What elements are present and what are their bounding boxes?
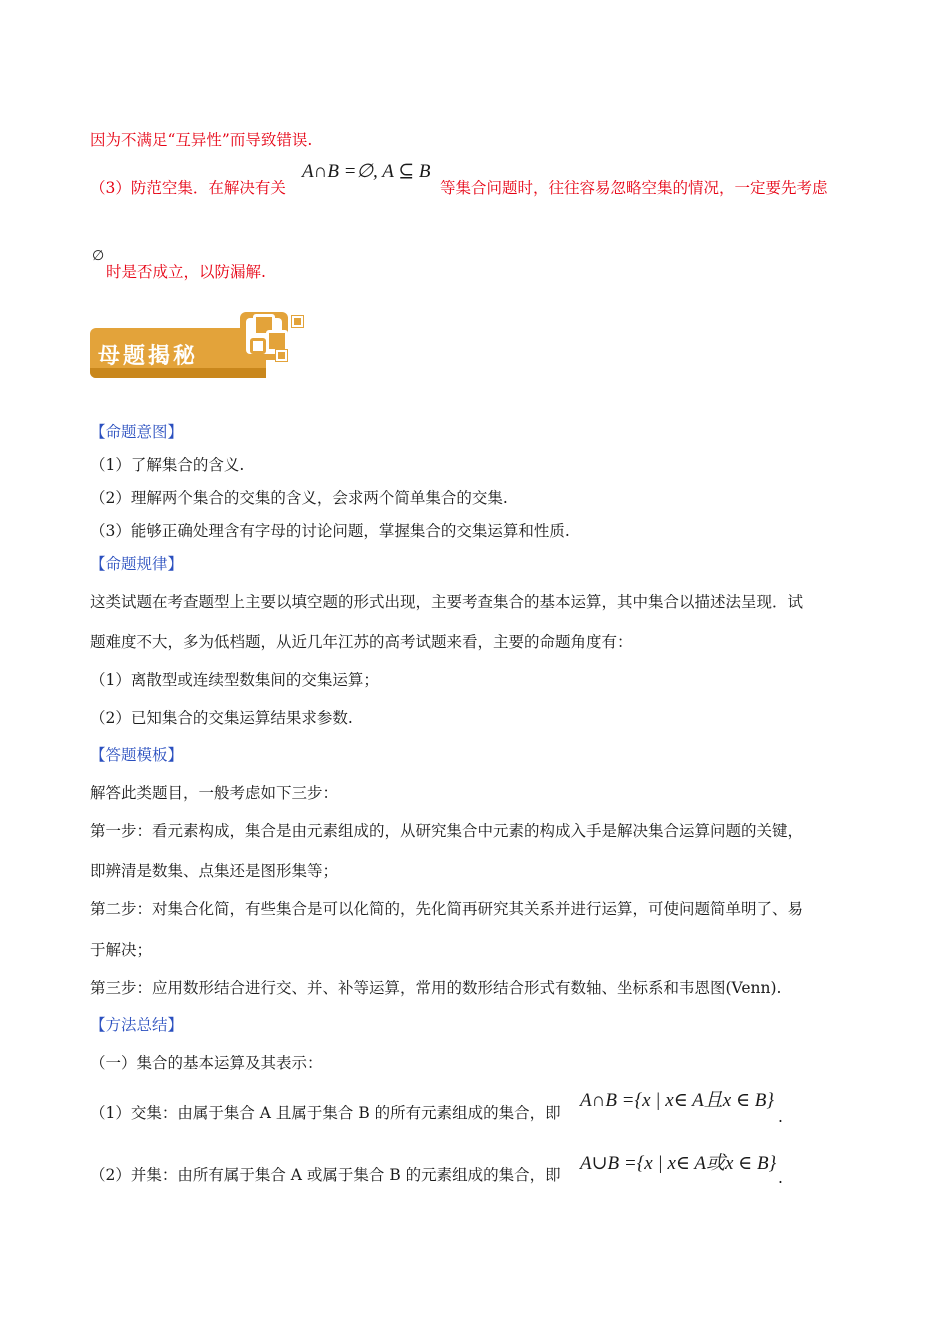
intent-item-3: （3）能够正确处理含有字母的讨论问题，掌握集合的交集运算和性质.	[90, 522, 570, 540]
summary-intersection-end: .	[778, 1108, 783, 1126]
summary-intro: （一）集合的基本运算及其表示：	[90, 1054, 323, 1072]
note-mutual-distinctness: 因为不满足“互异性”而导致错误.	[90, 131, 313, 149]
banner-title: 母题揭秘	[98, 344, 199, 369]
heading-summary: 【方法总结】	[90, 1016, 184, 1034]
template-step1-line2: 即辨清是数集、点集还是图形集等；	[90, 862, 339, 880]
note-item3-end: 时是否成立，以防漏解.	[106, 263, 266, 281]
summary-union-text: （2）并集：由所有属于集合 A 或属于集合 B 的元素组成的集合，即	[90, 1166, 561, 1184]
section-banner	[90, 312, 310, 382]
intent-item-1: （1）了解集合的含义.	[90, 456, 245, 474]
formula-union: A∪B ={x | x∈ A或x ∈ B}	[580, 1153, 777, 1174]
template-step2-line2: 于解决；	[90, 941, 153, 959]
rule-para-line2: 题难度不大，多为低档题，从近几年江苏的高考试题来看，主要的命题角度有：	[90, 633, 633, 651]
rule-item-2: （2）已知集合的交集运算结果求参数.	[90, 709, 353, 727]
empty-set-symbol: ∅	[92, 249, 105, 264]
heading-rule: 【命题规律】	[90, 555, 184, 573]
rule-item-1: （1）离散型或连续型数集间的交集运算；	[90, 671, 379, 689]
heading-template: 【答题模板】	[90, 746, 184, 764]
template-step3: 第三步：应用数形结合进行交、并、补等运算，常用的数形结合形式有数轴、坐标系和韦恩图(Venn).	[90, 979, 782, 997]
template-step1-line1: 第一步：看元素构成，集合是由元素组成的，从研究集合中元素的构成入手是解决集合运算问题的关键，	[90, 822, 804, 840]
summary-intersection-text: （1）交集：由属于集合 A 且属于集合 B 的所有元素组成的集合，即	[90, 1104, 561, 1122]
rule-para-line1: 这类试题在考查题型上主要以填空题的形式出现，主要考查集合的基本运算，其中集合以描述法呈现．试	[90, 593, 804, 611]
template-intro: 解答此类题目，一般考虑如下三步：	[90, 784, 339, 802]
note-item3-suffix: 等集合问题时，往往容易忽略空集的情况，一定要先考虑	[440, 179, 828, 197]
summary-union-end: .	[778, 1169, 783, 1187]
note-item3-prefix: （3）防范空集．在解决有关	[90, 179, 286, 197]
intent-item-2: （2）理解两个集合的交集的含义，会求两个简单集合的交集.	[90, 489, 508, 507]
template-step2-line1: 第二步：对集合化简，有些集合是可以化简的，先化简再研究其关系并进行运算，可使问题简单明了、易	[90, 900, 804, 918]
formula-empty-set-condition: A∩B =∅, A ⊆ B	[302, 161, 431, 182]
formula-intersection: A∩B ={x | x∈ A且x ∈ B}	[580, 1090, 774, 1111]
heading-intent: 【命题意图】	[90, 423, 184, 441]
